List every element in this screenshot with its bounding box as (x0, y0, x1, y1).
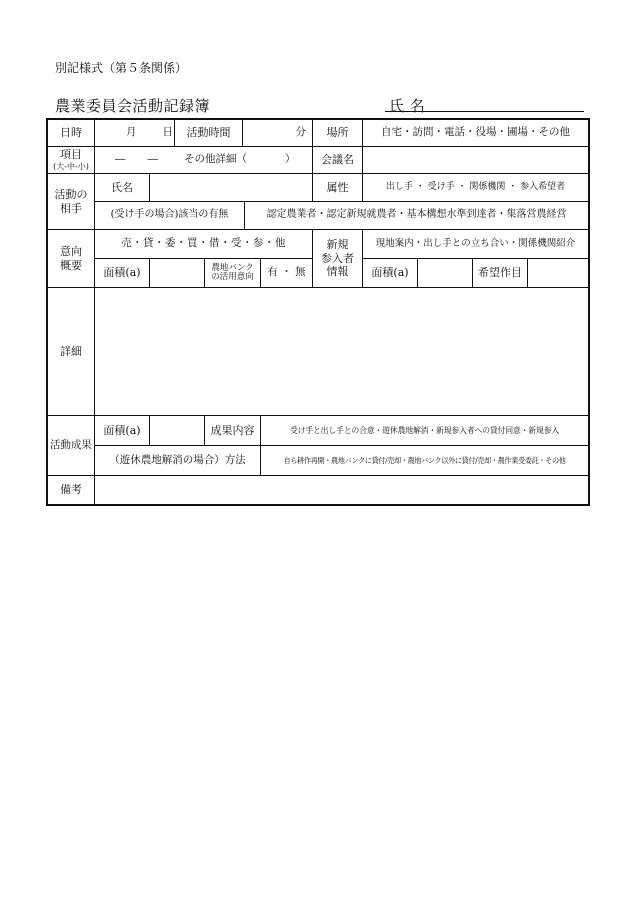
minutes-unit: 分 (295, 126, 306, 139)
document-title: 農業委員会活動記録簿 (55, 97, 211, 115)
datetime-label: 日時 (48, 120, 95, 147)
result-content-options[interactable]: 受け手と出し手との合意・遊休農地解消・新規参入者への貸付同意・新規参入 (261, 416, 588, 446)
activity-time-field[interactable] (243, 120, 313, 147)
remarks-label: 備考 (48, 476, 95, 504)
method-label: （遊休農地解消の場合）方法 (95, 446, 261, 476)
newcomer-info-label (313, 230, 363, 288)
result-area-label: 面積(a) (95, 416, 150, 446)
desired-crop-field[interactable] (528, 259, 588, 288)
meeting-name-field[interactable] (363, 147, 588, 174)
bank-label-line2: の活用意向 (211, 272, 254, 282)
meeting-name-label: 会議名 (313, 147, 363, 174)
partner-attribute-options[interactable]: 出し手 ・ 受け手 ・ 関係機関 ・ 参入希望者 (363, 174, 588, 202)
day-unit: 日 (162, 126, 173, 139)
item-field[interactable] (95, 147, 313, 174)
item-label-text: 項目 (60, 148, 82, 162)
item-dash-2: ― (147, 153, 158, 166)
desired-crop-label: 希望作目 (473, 259, 528, 288)
intent-area-field[interactable] (150, 259, 205, 288)
partner-name-field[interactable] (150, 174, 313, 202)
method-options[interactable]: 自ら耕作再開・農地バンクに貸付/売却・農地バンク以外に貸付/売却・農作業受委託・その他 (261, 446, 588, 476)
receiver-applicable-options[interactable]: 認定農業者・認定新規就農者・基本構想水準到達者・集落営農経営 (245, 202, 588, 230)
newcomer-label-line1: 新規 (326, 237, 349, 251)
newcomer-area-field[interactable] (418, 259, 473, 288)
newcomer-label-line3: 情報 (326, 265, 349, 279)
other-details-label: その他詳細（ (184, 153, 247, 166)
partner-name-label: 氏名 (95, 174, 150, 202)
intent-options[interactable]: 売・貸・委・買・借・受・参・他 (95, 230, 313, 259)
newcomer-options[interactable]: 現地案内・出し手との立ち合い・関係機関紹介 (363, 230, 588, 259)
intent-area-label: 面積(a) (95, 259, 150, 288)
partner-label (48, 174, 95, 230)
other-details-close: ） (285, 153, 296, 166)
place-options[interactable]: 自宅・訪問・電話・役場・圃場・その他 (363, 120, 588, 147)
details-field[interactable] (95, 288, 588, 416)
result-area-field[interactable] (150, 416, 205, 446)
item-dash-1: ― (115, 153, 126, 166)
farmland-bank-intent-label (205, 259, 261, 288)
partner-label-line1: 活動の (54, 187, 88, 201)
place-label: 場所 (313, 120, 363, 147)
intent-label-line1: 意向 (60, 244, 82, 258)
partner-attribute-label: 属性 (313, 174, 363, 202)
partner-label-line2: 相手 (60, 201, 82, 215)
result-content-label: 成果内容 (205, 416, 261, 446)
name-field[interactable] (385, 111, 584, 112)
month-unit: 月 (126, 126, 137, 139)
item-label (48, 147, 95, 174)
activity-result-label: 活動成果 (48, 416, 95, 476)
name-label: 氏 名 (389, 97, 426, 115)
activity-record-table (46, 118, 590, 506)
bank-yes-no-options[interactable]: 有 ・ 無 (261, 259, 313, 288)
form-number-note: 別記様式（第５条関係） (55, 61, 188, 75)
remarks-field[interactable] (95, 476, 588, 504)
intent-label-line2: 概要 (60, 258, 82, 272)
newcomer-area-label: 面積(a) (363, 259, 418, 288)
activity-time-label: 活動時間 (175, 120, 243, 147)
newcomer-label-line2: 参入者 (321, 251, 354, 265)
receiver-applicable-label: (受け手の場合)該当の有無 (95, 202, 245, 230)
intent-summary-label (48, 230, 95, 288)
date-field[interactable] (95, 120, 175, 147)
item-label-sub: (大-中-小) (53, 161, 89, 171)
details-label: 詳細 (48, 288, 95, 416)
bank-label-line1: 農地バンク (211, 262, 254, 273)
